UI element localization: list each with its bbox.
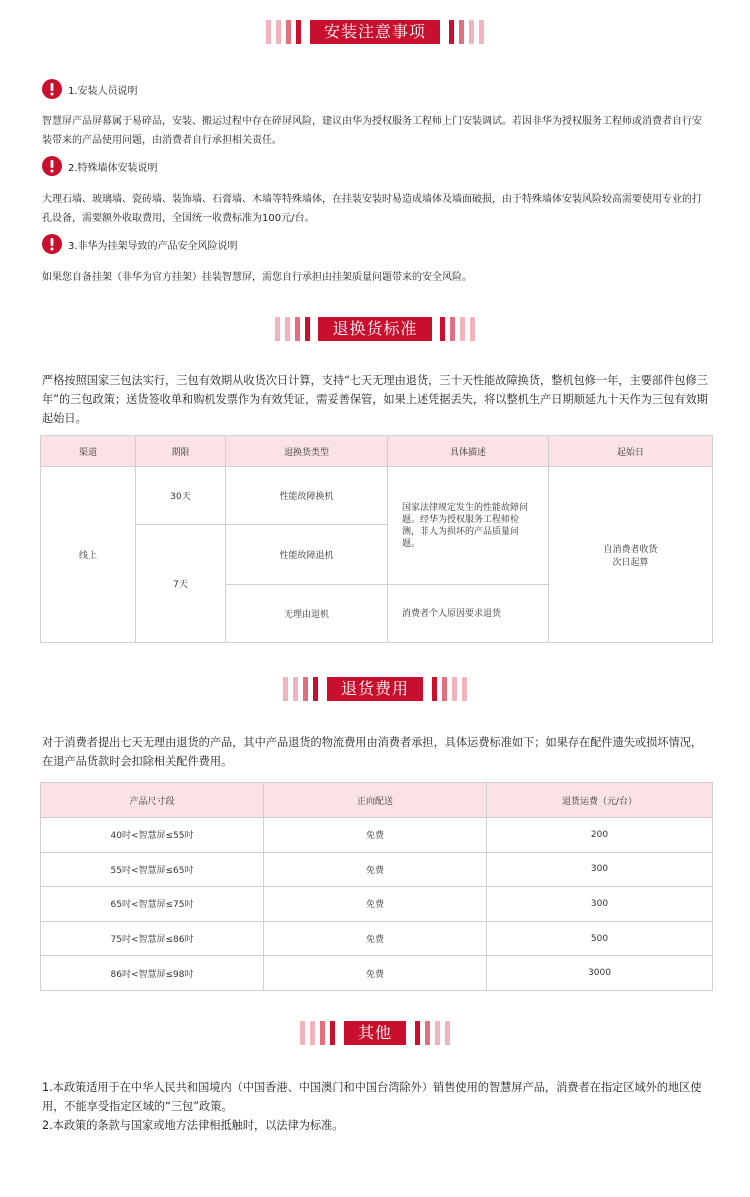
decor-stripes-left — [272, 317, 312, 341]
decor-stripes-right — [429, 677, 469, 701]
section-title-other: 其他 — [344, 1021, 406, 1045]
cell-fee: 300 — [487, 887, 713, 922]
cell-type-noreason: 无理由退机 — [226, 585, 388, 643]
decor-stripes-right — [446, 20, 486, 44]
cell-fee: 500 — [487, 921, 713, 956]
cell-desc-noreason: 消费者个人原因要求退货 — [388, 585, 549, 643]
header-forward: 正向配送 — [264, 783, 487, 818]
returns-intro: 严格按照国家三包法实行，三包有效期从收货次日计算，支持“七天无理由退货，三十天性能故障换货，整机包修一年，主要部件包修三年”的三包政策；送货签收单和购机发票作为有效凭证，需妥善保管，如果上述凭据丢失，将以整机生产日期顺延九十天作为三包有效期起始日。 — [42, 374, 708, 425]
cell-size: 65吋<智慧屏≤75吋 — [41, 887, 264, 922]
decor-stripes-right — [438, 317, 478, 341]
start-day-line-2: 次日起算 — [612, 557, 649, 568]
header-fee: 退货运费（元/台） — [487, 783, 713, 818]
decor-stripes-left — [298, 1021, 338, 1045]
install-item-2-body: 大理石墙、玻璃墙、瓷砖墙、装饰墙、石膏墙、木墙等特殊墙体，在挂装安装时易造成墙体及墙面破损，由于特殊墙体安装风险较高需要使用专业的打孔设备，需要额外收取费用，全国统一收费标准为100元/台。 — [42, 194, 702, 224]
return-fee-table — [40, 782, 713, 991]
cell-period-30: 30天 — [136, 467, 226, 525]
cell-desc-fault: 国家法律规定发生的性能故障问题。经华为授权服务工程师检测，非人为损坏的产品质量问题。 — [388, 467, 549, 585]
header-type: 退换货类型 — [226, 436, 388, 467]
other-line-1: 1.本政策适用于在中华人民共和国境内（中国香港、中国澳门和中国台湾除外）销售使用的智慧屏产品，消费者在指定区域外的地区使用，不能享受指定区域的“三包”政策。 — [42, 1081, 702, 1113]
exclamation-circle-icon — [42, 79, 62, 99]
section-title-install: 安装注意事项 — [310, 20, 440, 44]
cell-forward: 免费 — [264, 956, 487, 991]
install-item-1-heading — [42, 79, 138, 99]
cell-period-7: 7天 — [136, 525, 226, 643]
section-title-return-fee: 退货费用 — [327, 677, 423, 701]
cell-fee: 300 — [487, 852, 713, 887]
section-title-returns: 退换货标准 — [318, 317, 431, 341]
header-channel: 渠道 — [41, 436, 136, 467]
cell-size: 55吋<智慧屏≤65吋 — [41, 852, 264, 887]
cell-forward: 免费 — [264, 921, 487, 956]
install-item-2-heading — [42, 156, 158, 176]
install-item-1-body: 智慧屏产品屏幕属于易碎品，安装、搬运过程中存在碎屏风险，建议由华为授权服务工程师上门安装调试。若因非华为授权服务工程师或消费者自行安装带来的产品使用问题，由消费者自行承担相关责任。 — [42, 116, 702, 146]
cell-type-return: 性能故障退机 — [226, 525, 388, 585]
table-row — [41, 921, 713, 956]
table-row — [41, 887, 713, 922]
header-period: 期限 — [136, 436, 226, 467]
cell-fee: 3000 — [487, 956, 713, 991]
decor-stripes-left — [281, 677, 321, 701]
start-day-line-1: 自消费者收货 — [603, 544, 658, 555]
table-row — [41, 467, 713, 525]
cell-forward: 免费 — [264, 887, 487, 922]
install-item-1-title: 1.安装人员说明 — [68, 85, 138, 97]
install-item-3-title: 3.非华为挂架导致的产品安全风险说明 — [68, 240, 238, 252]
decor-stripes-right — [412, 1021, 452, 1045]
decor-stripes-left — [264, 20, 304, 44]
cell-size: 40吋<智慧屏≤55吋 — [41, 818, 264, 853]
returns-table-header-row — [41, 436, 713, 467]
fee-table-header-row — [41, 783, 713, 818]
table-row — [41, 818, 713, 853]
install-item-3-body: 如果您自备挂架（非华为官方挂架）挂装智慧屏，需您自行承担由挂架质量问题带来的安全风险。 — [42, 272, 472, 283]
section-header-return-fee — [0, 677, 750, 701]
cell-size: 75吋<智慧屏≤86吋 — [41, 921, 264, 956]
cell-channel: 线上 — [41, 467, 136, 643]
install-item-3-heading — [42, 234, 238, 254]
exclamation-circle-icon — [42, 234, 62, 254]
section-header-returns — [0, 317, 750, 341]
table-row — [41, 852, 713, 887]
return-fee-intro: 对于消费者提出七天无理由退货的产品，其中产品退货的物流费用由消费者承担，具体运费标准如下；如果存在配件遗失或损坏情况，在退产品货款时会扣除相关配件费用。 — [42, 736, 703, 768]
cell-forward: 免费 — [264, 818, 487, 853]
other-line-2: 2.本政策的条款与国家或地方法律相抵触时，以法律为标准。 — [42, 1119, 344, 1132]
cell-size: 86吋<智慧屏≤98吋 — [41, 956, 264, 991]
section-header-install — [0, 20, 750, 44]
install-item-2-title: 2.特殊墙体安装说明 — [68, 162, 158, 174]
header-start-day: 起始日 — [549, 436, 713, 467]
cell-start-day — [549, 467, 713, 643]
cell-type-exchange: 性能故障换机 — [226, 467, 388, 525]
table-row — [41, 956, 713, 991]
returns-table — [40, 435, 713, 643]
cell-fee: 200 — [487, 818, 713, 853]
exclamation-circle-icon — [42, 156, 62, 176]
header-description: 具体描述 — [388, 436, 549, 467]
cell-forward: 免费 — [264, 852, 487, 887]
section-header-other — [0, 1021, 750, 1045]
header-size: 产品尺寸段 — [41, 783, 264, 818]
